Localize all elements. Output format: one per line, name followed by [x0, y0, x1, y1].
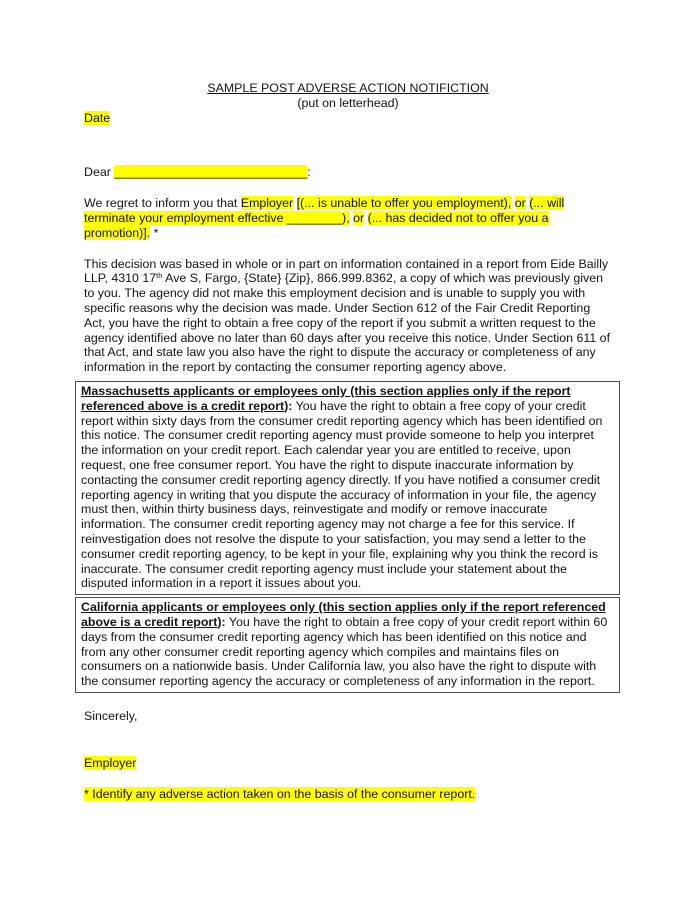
letter-title	[84, 81, 612, 96]
option-separator-1: or	[514, 196, 526, 211]
option-separator-2: or	[353, 210, 365, 225]
footnote-marker: *	[153, 225, 159, 240]
employer-placeholder: Employer	[240, 196, 294, 211]
massachusetts-heading: Massachusetts applicants or employees only (this section applies only if the report referenced above is a credit report	[81, 383, 571, 413]
decision-text-after-superscript: Ave S, Fargo, {State} {Zip}, 866.999.8362, a copy of which was previously given to you. The agency did not make this employment decision and is unable to supply you with specific reasons why the decision was made. Under Section 612 of the Fair Credit Reporting Act, you have the right to obtain a free copy of the report if you submit a written request to the agency identified above no later than 60 days after you receive this notice. Under Section 611 of that Act, and state law you also have the right to dispute the accuracy or completeness of any information in the report by contacting the consumer reporting agency above.	[84, 271, 611, 375]
closing-line: Sincerely,	[84, 708, 138, 723]
salutation-suffix: :	[307, 165, 311, 180]
salutation-line	[84, 165, 612, 180]
adverse-option-2: (... will terminate your employment effective ________),	[84, 196, 565, 225]
recipient-name-blank: ____________________________	[114, 165, 308, 180]
ordinal-superscript: th	[156, 271, 163, 281]
california-body: You have the right to obtain a free copy of your credit report within 60 days from the consumer credit reporting agency which has been identified on this notice and from any other consumer credit reporting agency which compiles and maintains files on consumers on a nationwide basis. Under California law, you also have the right to dispute with the consumer reporting agency the accuracy or completeness of any information in the report.	[81, 614, 608, 689]
california-section-box	[75, 597, 620, 693]
footnote-line	[84, 787, 612, 802]
massachusetts-section-box	[75, 381, 620, 595]
opening-lead: We regret to inform you that	[84, 196, 238, 211]
opening-paragraph	[84, 196, 612, 240]
signature-employer-placeholder: Employer	[84, 755, 137, 770]
letter-title-text: SAMPLE POST ADVERSE ACTION NOTIFICTION	[207, 81, 489, 95]
decision-paragraph	[84, 257, 612, 375]
footnote-text: * Identify any adverse action taken on the basis of the consumer report.	[84, 787, 476, 802]
california-heading: California applicants or employees only (this section applies only if the report referenced above is a credit report	[81, 600, 606, 629]
date-placeholder: Date	[84, 110, 111, 125]
signature-line	[84, 756, 612, 771]
massachusetts-body: You have the right to obtain a free copy of your credit report within sixty days from the consumer credit reporting agency which has been identified on this notice. The consumer credit reporting agency must provide someone to help you interpret the information on your credit report. Each calendar year you are entitled to receive, upon request, one free consumer report. You have the right to dispute inaccurate information by contacting the consumer credit reporting agency directly. If you have notified a consumer credit reporting agency in writing that you dispute the accuracy of information in your file, the agency must then, within thirty business days, reinvestigate and modify or remove inaccurate information. The consumer credit reporting agency may not charge a fee for this service. If reinvestigation does not resolve the dispute to your satisfaction, you may send a letter to the consumer credit reporting agency, to be kept in your file, explaining why you think the record is inaccurate. The consumer credit reporting agency must include your statement about the disputed information in a report it issues about you.	[81, 398, 603, 591]
adverse-option-1: [(... is unable to offer you employment),	[296, 196, 512, 211]
california-heading-tail: ):	[217, 614, 226, 629]
salutation-prefix: Dear	[84, 165, 115, 180]
letter-subtitle: (put on letterhead)	[297, 95, 399, 110]
date-line	[84, 111, 612, 126]
massachusetts-heading-tail: ):	[284, 398, 293, 413]
adverse-option-3: (... has decided not to offer you a promotion)].	[84, 210, 549, 240]
decision-text-before-superscript: This decision was based in whole or in part on information contained in a report from Eide Bailly LLP, 4310 17	[84, 256, 609, 286]
